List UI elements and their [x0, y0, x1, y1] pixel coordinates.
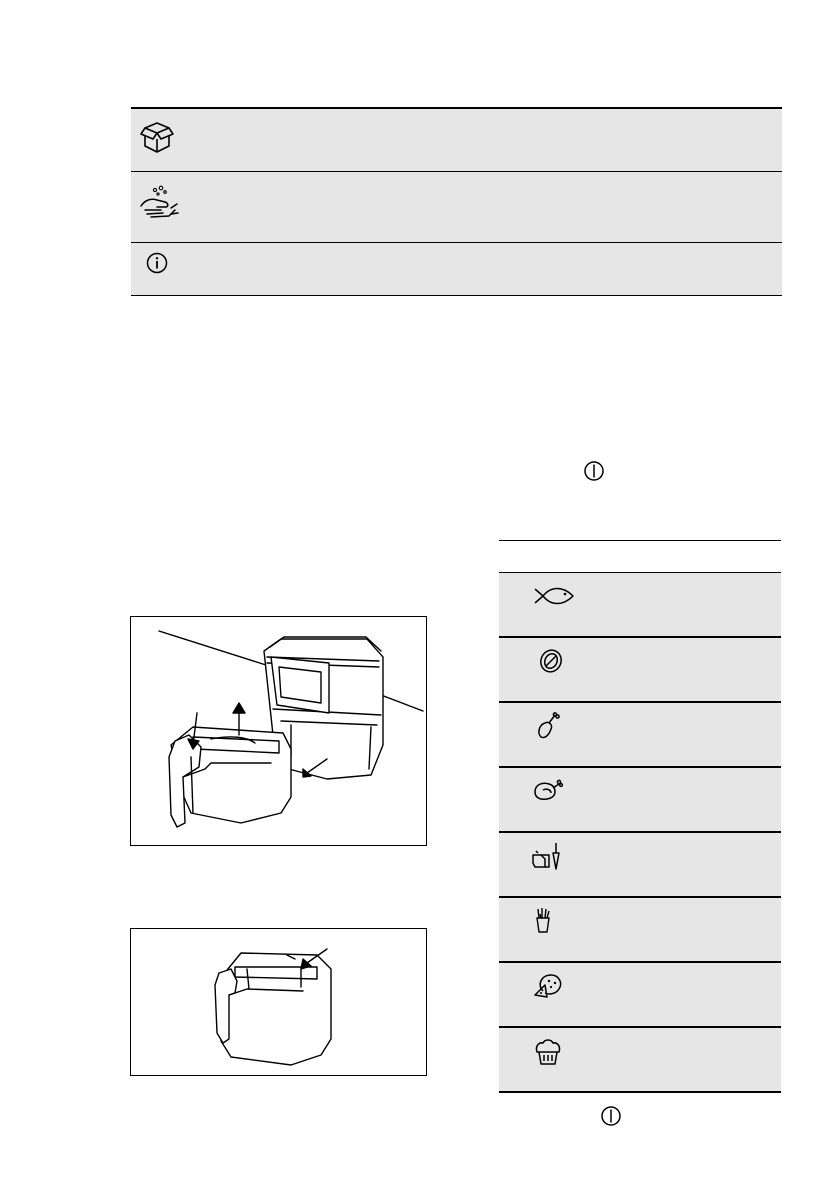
pizza-icon	[529, 971, 577, 1001]
program-row-muffin	[499, 1028, 781, 1093]
whole-chicken-icon	[529, 776, 577, 806]
basket-removal-drawing	[131, 617, 426, 845]
power-icon	[583, 460, 605, 482]
programs-table	[499, 540, 781, 1093]
recycle-box-icon	[135, 117, 179, 161]
symbols-row-recycle	[131, 109, 782, 172]
fries-icon	[529, 906, 577, 936]
program-row-fish	[499, 573, 781, 638]
program-row-vegetables	[499, 833, 781, 898]
info-icon	[145, 251, 169, 275]
fish-icon	[529, 581, 577, 611]
hand-wash-icon	[135, 180, 181, 226]
vegetables-icon	[529, 841, 577, 871]
program-row-chicken	[499, 768, 781, 833]
program-row-steak	[499, 638, 781, 703]
power-icon	[600, 1105, 622, 1127]
programs-table-header	[499, 540, 781, 573]
symbols-row-info	[131, 243, 782, 296]
steak-icon	[529, 646, 577, 676]
basket-max-fill-illustration	[130, 928, 427, 1076]
program-row-fries	[499, 898, 781, 963]
muffin-icon	[529, 1036, 577, 1066]
basket-fill-drawing	[131, 929, 426, 1075]
program-row-drumstick	[499, 703, 781, 768]
symbols-row-cleaning	[131, 172, 782, 243]
drumstick-icon	[529, 711, 577, 741]
symbols-table	[131, 107, 782, 296]
basket-removal-illustration	[130, 616, 427, 846]
program-row-pizza	[499, 963, 781, 1028]
